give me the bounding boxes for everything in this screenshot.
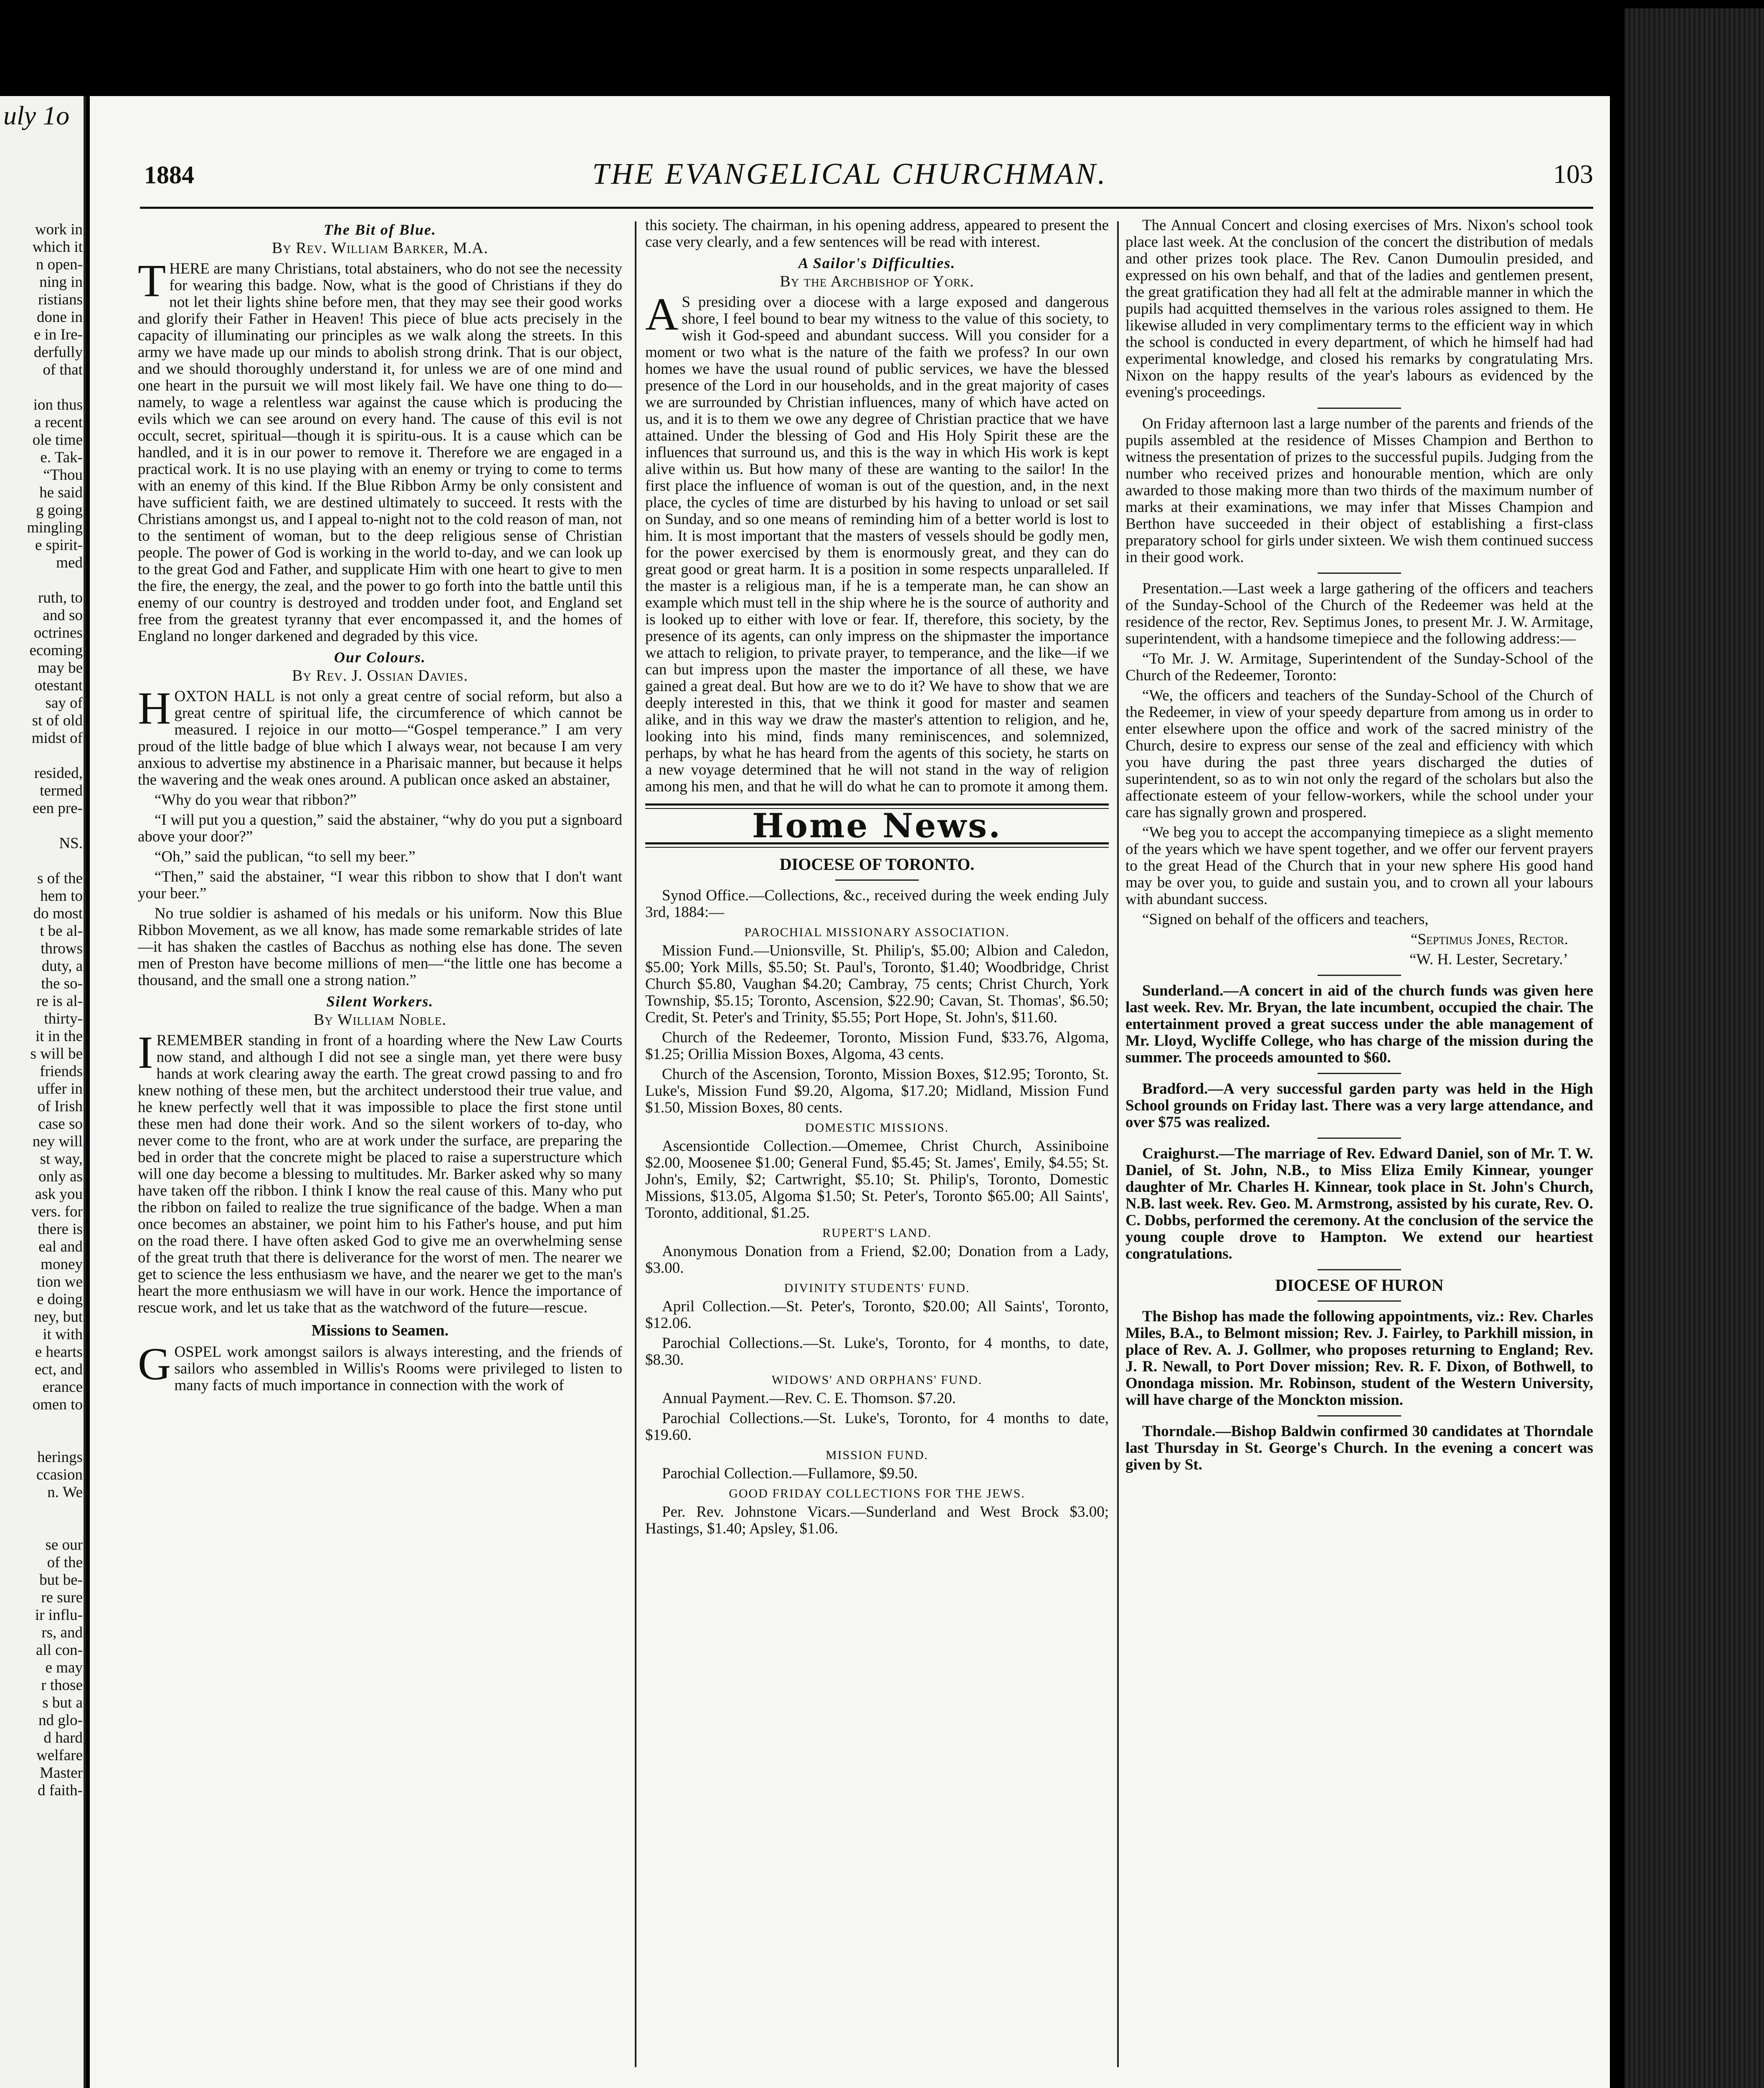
facing-page-line: “Thou [43,466,83,484]
facing-page-line: welfare [36,1747,83,1764]
facing-page-line: case so [38,1115,83,1133]
facing-page-line: and so [43,607,83,624]
facing-page-line: which it [32,238,83,256]
article-paragraph: IREMEMBER standing in front of a hoarding where the New Law Courts now stand, and although I did not see a single man, yet there were busy hands at work clearing away the earth. The great crowd passing to and fro knew nothing of these men, but the architect understood their true value, and he knew perfectly well that it was impossible to place the first stone until these men had done their work. And so the silent workers of to-day, who never come to the front, who are at work under the surface, are preparing the bed in order that the concrete might be placed to raise a superstructure which will one day become a blessing to multitudes. Mr. Barker asked why so many have taken off the ribbon. I think I know the real cause of this. Many who put the ribbon on failed to realize the true significance of the badge. When a man once becomes an abstainer, we point him to his Father's house, and put him on the road there. I have often asked God to give me an overwhelming sense of the great truth that there is deliverance for the worst of men. The nearer we get to science the less enthusiasm we have, and the nearer we get to the man's heart the more enthusiasm we will have in our work. Hence the importance of rescue work, and let us take that as the watchword of the future—rescue. [138,1027,622,1316]
facing-page-line: n open- [36,256,83,273]
facing-page-line: re is al- [36,993,83,1010]
facing-page-line: derfully [33,344,83,361]
facing-page-line: octrines [33,624,83,641]
news-paragraph: Presentation.—Last week a large gathering of the officers and teachers of the Sunday-School of the Church of the Redeemer was held at the residence of the rector, Rev. Septimus Jones, to present Mr. J. W. Armitage, superintendent, with a handsome timepiece and the following address:— [1125,580,1593,647]
facing-page-line: but be- [39,1571,83,1589]
facing-page-line: friends [40,1063,83,1080]
column-2 [645,217,1109,2063]
facing-page-line: nd glo- [38,1712,83,1729]
short-rule [1318,408,1401,409]
facing-page-line: resided, [34,765,83,782]
short-rule [1318,1073,1401,1074]
signature-line: “Septimus Jones, Rector. [1411,931,1568,948]
column-1 [138,217,622,2063]
news-paragraph: Annual Payment.—Rev. C. E. Thomson. $7.20. [662,1390,956,1407]
facing-page-line: d hard [43,1729,83,1746]
news-paragraph: Parochial Collections.—St. Luke's, Toronto, for 4 months to date, $19.60. [645,1410,1109,1444]
facing-page-line: eal and [38,1238,83,1255]
news-paragraph: Per. Rev. Johnstone Vicars.—Sunderland and West Brock $3.00; Hastings, $1.40; Apsley, $1.06. [645,1503,1109,1537]
facing-page-line: midst of [31,730,83,747]
drop-cap: G [138,1338,171,1389]
column-rule [1117,221,1119,2067]
drop-cap: I [138,1027,153,1078]
fund-subheading: DOMESTIC MISSIONS. [805,1121,949,1135]
facing-page-line: ruth, to [38,589,83,606]
drop-cap: T [138,255,166,306]
facing-page-line: Master [40,1764,83,1781]
article-paragraph: this society. The chairman, in his opening address, appeared to present the case very clearly, and a few sentences will be read with interest. [645,217,1109,251]
short-rule [1318,1269,1401,1270]
news-paragraph: Mission Fund.—Unionsville, St. Philip's, $5.00; Albion and Caledon, $5.00; York Mills, $5.50; St. Paul's, Toronto, $1.40; Woodbridge, Christ Church $5.80, Vaughan $4.20; Cambray, 75 cents; Christ Church, York Township, $5.15; Toronto, Ascension, $22.90; Cavan, St. Thomas', $6.50; Credit, St. Peter's and Trinity, $5.55; Port Hope, St. John's, $11.60. [645,942,1109,1026]
facing-page-line: done in [37,309,83,326]
facing-page-line: s but a [42,1694,83,1711]
newspaper-page [90,96,1610,2088]
facing-page-line: med [56,554,83,571]
drop-cap: A [645,289,679,340]
facing-page-line: e in Ire- [33,326,83,343]
news-paragraph: Synod Office.—Collections, &c., received during the week ending July 3rd, 1884:— [645,887,1109,921]
dialogue-line: “I will put you a question,” said the abstainer, “why do you put a signboard above your door?” [138,811,622,845]
drop-cap: H [138,683,171,734]
news-paragraph: Church of the Ascension, Toronto, Mission Boxes, $12.95; Toronto, St. Luke's, Mission Fund $9.20, Algoma, $17.20; Midland, Mission Fund $1.50, Mission Boxes, 80 cents. [645,1066,1109,1116]
issue-year: 1884 [144,161,194,189]
facing-page-line: otestant [34,677,83,694]
facing-page-line: e. Tak- [40,449,83,466]
news-paragraph: Bradford.—A very successful garden party was held in the High School grounds on Friday last. There was a very large attendance, and over $75 was realized. [1125,1080,1593,1131]
facing-page-line: only as [38,1168,83,1185]
facing-page-line: st way, [40,1150,83,1168]
news-paragraph: The Annual Concert and closing exercises of Mrs. Nixon's school took place last week. At the conclusion of the concert the distribution of medals and other prizes took place. The Rev. Canon Dumoulin presided, and expressed on his own behalf, and that of the ladies and gentlemen present, the great gratification they had all felt at the admirable manner in which the pupils had acquitted themselves in the various roles assigned to them. He likewise alluded in very complimentary terms to the efficient way in which the school is conducted in every department, of which he himself had had experimental knowledge, and closed his remarks by congratulating Mrs. Nixon on the happy results of the year's labours as evidenced by the evening's proceedings. [1125,217,1593,401]
address-paragraph: “Signed on behalf of the officers and teachers, [1142,911,1429,928]
facing-page-line: all con- [36,1642,83,1659]
facing-page-line: e doing [37,1291,83,1308]
facing-page-line: of the [47,1554,83,1571]
facing-page-line: erance [42,1378,83,1396]
news-paragraph: Parochial Collection.—Fullamore, $9.50. [662,1465,918,1482]
facing-page-line: say of [45,694,83,712]
facing-page-line: rs, and [41,1624,83,1641]
facing-page-line: of that [43,361,83,378]
facing-page-line: mingling [27,519,83,536]
address-paragraph: “We, the officers and teachers of the Sunday-School of the Church of the Redeemer, in view of your speedy departure from among us in order to enter elsewhere upon the office and work of the sacred ministry of the Church, desire to express our sense of the zeal and efficiency with which you have during the past three years discharged the duties of superintendent, so as to win not only the regard of the scholars but also the affectionate esteem of your fellow-workers, while the school under your care has signally grown and prospered. [1125,687,1593,821]
facing-page-line: r those [41,1677,83,1694]
publication-title: THE EVANGELICAL CHURCHMAN. [592,157,1108,190]
facing-page-line: money [41,1256,83,1273]
short-rule [1318,573,1401,574]
facing-page-line: ir influ- [35,1607,83,1624]
fund-subheading: MISSION FUND. [825,1448,929,1462]
column-rule [635,221,636,2067]
news-paragraph: On Friday afternoon last a large number of the parents and friends of the pupils assembled at the residence of Misses Champion and Berthon to witness the presentation of prizes to the successful pupils. Judging from the number who received prizes and honourable mention, which are only awarded to those making more than two thirds of the maximum number of marks at their examinations, we may infer that Misses Champion and Berthon have succeeded in their object of establishing a first-class preparatory school for girls under sixteen. We wish them continued success in their good work. [1125,415,1593,566]
facing-page-line: st of old [32,712,83,729]
facing-page-line: NS. [59,835,83,852]
news-paragraph: Church of the Redeemer, Toronto, Mission Fund, $33.76, Algoma, $1.25; Orillia Mission Boxes, Algoma, 43 cents. [645,1029,1109,1063]
short-rule [1318,1300,1401,1302]
article-title: The Bit of Blue. [323,221,436,238]
dialogue-line: “Then,” said the abstainer, “I wear this ribbon to show that I don't want your beer.” [138,868,622,902]
column-3 [1125,217,1593,2063]
facing-page-line: uffer in [37,1080,83,1097]
facing-page-line: do most [33,905,83,922]
dialogue-line: “Oh,” said the publican, “to sell my beer.” [155,848,416,865]
page-number: 103 [1553,159,1593,189]
news-paragraph: Parochial Collections.—St. Luke's, Toronto, for 4 months, to date, $8.30. [645,1335,1109,1368]
facing-page-line: thirty- [44,1010,83,1027]
facing-page-line: g going [35,502,83,519]
facing-page-line: ney will [32,1133,83,1150]
article-title: A Sailor's Difficulties. [798,255,956,271]
facing-page-line: termed [40,782,83,799]
diocese-heading: DIOCESE OF TORONTO. [779,855,975,874]
fund-subheading: PAROCHIAL MISSIONARY ASSOCIATION. [744,925,1010,939]
facing-page-line: ion thus [33,396,83,413]
article-byline: By Rev. William Barker, M.A. [272,239,488,257]
facing-page-line: of Irish [38,1098,83,1115]
facing-page-line: hem to [40,887,83,905]
facing-page-line: duty, a [41,958,83,975]
facing-page-line: throws [41,940,83,957]
facing-page-line: vers. for [31,1203,83,1220]
signature-line: “W. H. Lester, Secretary.’ [1409,951,1568,968]
facing-page-line: ristians [38,291,83,308]
facing-page-line: s will be [30,1045,83,1062]
facing-page-line: the so- [41,975,83,992]
fund-subheading: GOOD FRIDAY COLLECTIONS FOR THE JEWS. [729,1487,1025,1500]
facing-page-line: ecoming [29,642,83,659]
facing-page-line: e may [45,1659,83,1676]
short-rule [1318,1138,1401,1139]
fund-subheading: WIDOWS' AND ORPHANS' FUND. [771,1373,983,1387]
article-byline: By William Noble. [314,1011,446,1029]
facing-page-line: a recent [34,414,83,431]
article-title: Our Colours. [334,649,426,666]
facing-page-line: ask you [35,1186,83,1203]
article-paragraph: No true soldier is ashamed of his medals or his uniform. Now this Blue Ribbon Movement, as we all know, has made some remarkable strides of late—it has shaken the castles of Bacchus as nothing else has done. The seven men of Preston have become millions of men—“the little one has become a thousand, and the small one a strong nation.” [138,905,622,989]
news-paragraph: Anonymous Donation from a Friend, $2.00; Donation from a Lady, $3.00. [645,1243,1109,1277]
facing-page-line: ect, and [34,1361,83,1378]
article-paragraph: THERE are many Christians, total abstainers, who do not see the necessity for wearing this badge. Now, what is the good of Christians if they do not let their lights shine before men, that they may see their good works and glorify their Father in Heaven! This piece of blue acts precisely in the capacity of illuminating our principles as we walk along the streets. In this army we have made up our minds to abolish strong drink. That is our object, and we should thoroughly understand it, for unless we are of one mind and one heart in the pursuit we will most likely fail. We have one thing to do—namely, to wage a relentless war against the cause which is producing the evils which we can see around on every hand. The cause of this evil is not occult, secret, spiritual—though it is spiritu-ous. It is a cause which can be handled, and it is in our power to remove it. Therefore we are engaged in a practical work. It is no use playing with an enemy or trying to come to terms with an enemy of this kind. If the Blue Ribbon Army be only consistent and have sufficient faith, we are destined ultimately to succeed. It rests with the Christians amongst us, and I appeal to-night not to the cold reason of man, not to the sentiment of woman, but to the deep religious sense of Christian people. The power of God is working in the world to-day, and we can look up to the great God and Father, and supplicate Him with one heart to give to men the fire, the energy, the zeal, and the power to go forth into the battle until this enemy of our country is destroyed and trodden under foot, and England set free from the greatest tyranny that ever encompassed it, and the homes of England no longer darkened and degraded by this vice. [138,255,622,645]
news-paragraph: Craighurst.—The marriage of Rev. Edward Daniel, son of Mr. T. W. Daniel, of St. John, N.B., to Miss Eliza Emily Kinnear, younger daughter of Mr. Charles H. Kinnear, took place in St. John's Church, N.B. last week. Rev. Geo. M. Armstrong, assisted by his curate, Rev. O. C. Dobbs, performed the ceremony. At the conclusion of the service the young couple drove to Hampton. We extend our heartiest congratulations. [1125,1145,1593,1262]
facing-page-line: e hearts [35,1343,83,1361]
article-title: Silent Workers. [326,993,434,1010]
facing-page-line: herings [37,1449,83,1466]
facing-page-line: n. We [47,1484,83,1501]
facing-page-line: it in the [35,1028,83,1045]
facing-page-line: tion we [37,1273,83,1290]
section-heading: Home News. [752,806,1002,845]
facing-page-line: s of the [37,870,83,887]
facing-page-line: een pre- [32,800,83,817]
book-edge [1625,8,1764,2088]
article-byline: By Rev. J. Ossian Davies. [292,667,468,684]
address-paragraph: “To Mr. J. W. Armitage, Superintendent of the Sunday-School of the Church of the Redeemer, Toronto: [1125,650,1593,684]
short-rule [1318,1415,1401,1416]
address-paragraph: “We beg you to accept the accompanying timepiece as a slight memento of the years which we have spent together, and we offer our fervent prayers to the great Head of the Church that in your new sphere His good hand may be over you, to guide and sustain you, and to crown all your labours with abundant success. [1125,824,1593,908]
news-paragraph: Sunderland.—A concert in aid of the church funds was given here last week. Rev. Mr. Bryan, the late incumbent, occupied the chair. The entertainment proved a great success under the able management of Mr. Lloyd, Wycliffe College, who has charge of the mission during the summer. The proceeds amounted to $60. [1125,982,1593,1066]
facing-page-line: ole time [32,431,83,449]
facing-page-line: se our [45,1536,83,1553]
fund-subheading: RUPERT'S LAND. [822,1226,932,1240]
facing-page-line: he said [39,484,83,501]
article-paragraph: GOSPEL work amongst sailors is always interesting, and the friends of sailors who assembled in Willis's Rooms were privileged to listen to many facts of much importance in connection with the work of [138,1338,622,1394]
fund-subheading: DIVINITY STUDENTS' FUND. [784,1281,970,1295]
facing-page-line: may be [38,659,83,677]
article-paragraph: A S presiding over a diocese with a large exposed and dangerous shore, I feel bound to bear my witness to the value of this society, to wish it God-speed and abundant success. Will you consider for a moment or two what is the nature of the faith we profess? In our own homes we have the usual round of public services, we have the blessed presence of the Lord in our households, and in the great majority of cases we are surrounded by Christian influences, many of which have acted on us, and it is to them we owe any degree of Christian practice that we have attained. Under the blessing of God and His Holy Spirit these are the influences that surround us, and this is the way in which His work is kept alive within us. But how many of these are wanting to the sailor! In the first place the influence of woman is out of the question, and, in the next place, the cycles of time are disturbed by his having to unload or set sail on Sunday, and so one means of reminding him of a better world is lost to him. It is most important that the masters of vessels should be godly men, for the power exercised by them is enormously great, and they can do great good or great harm. It is a position in some respects unparalleled. If the master is a religious man, if he is a temperate man, he can show an example which must tell in the ship where he is the source of authority and is looked up to either with love or fear. If, therefore, this society, by the presence of its agents, can only impress on the shipmaster the importance we attach to religion, to private prayer, to temperance, and the like—if we can but impress upon the master the importance of all these, we have gained a great deal. But how are we to do it? We have to show that we are deeply interested in this, that we think it good for master and seamen alike, and in this way we draw the master's attention to religion, and he, looking into his mind, finds many reminiscences, and solemnized, perhaps, by what he has heard from the agents of this society, he starts on a new voyage determined that he will not stand in the way of religion among his men, and that he will do what he can to promote it among them. [645,289,1109,795]
dialogue-line: “Why do you wear that ribbon?” [155,791,357,808]
short-rule [1318,975,1401,976]
facing-page-line: it with [43,1326,83,1343]
facing-page-line: there is [38,1221,83,1238]
running-head [90,152,1610,198]
facing-page-line: re sure [41,1589,83,1606]
news-paragraph: Ascensiontide Collection.—Omemee, Christ Church, Assiniboine $2.00, Moosenee $1.00; General Fund, $5.45; St. James', Emily, $4.55; St. John's, Emily, $2; Cartwright, $5.10; St. Philip's, Toronto, Domestic Missions, $13.05, Algoma $1.50; St. Peter's, Toronto $65.00; All Saints', Toronto, additional, $1.25. [645,1138,1109,1221]
article-byline: By the Archbishop of York. [780,273,974,290]
news-paragraph: The Bishop has made the following appointments, viz.: Rev. Charles Miles, B.A., to Belmont mission; Rev. J. Fairley, to Parkhill mission, in place of Rev. A. J. Gollmer, who proposes returning to England; Rev. J. R. Newall, to Port Dover mission; Rev. R. F. Dixon, of Bothwell, to Onondaga mission. Mr. Robinson, student of the Western University, will have charge of the Monckton mission. [1125,1308,1593,1409]
facing-page-line: e spirit- [35,537,83,554]
facing-page-line: ccasion [36,1466,83,1483]
short-rule [835,879,919,881]
article-title: Missions to Seamen. [311,1322,449,1339]
facing-page-line: ney, but [34,1308,83,1325]
facing-page-line: d faith- [38,1782,83,1799]
article-paragraph: HOXTON HALL is not only a great centre of social reform, but also a great centre of spiritual life, the circumference of which cannot be measured. I rejoice in our motto—“Gospel temperance.” I am very proud of the little badge of blue which I always wear, not because I am very anxious to advertise my abstinence in a Pharisaic manner, but because it helps the wavering and the weak ones around. A publican once asked an abstainer, [138,683,622,788]
facing-page-line: t be al- [40,922,83,940]
header-rule [140,207,1593,209]
facing-page-line: ning in [39,274,83,291]
facing-page-line: omen to [32,1396,83,1413]
news-paragraph: April Collection.—St. Peter's, Toronto, $20.00; All Saints', Toronto, $12.06. [645,1298,1109,1332]
facing-page-line: work in [35,221,83,238]
facing-page-header: uly 1o [3,101,70,130]
news-paragraph: Thorndale.—Bishop Baldwin confirmed 30 candidates at Thorndale last Thursday in St. George's Church. In the evening a concert was given by St. [1125,1423,1593,1473]
facing-page-fragment [0,96,86,2088]
diocese-heading: DIOCESE OF HURON [1275,1276,1444,1295]
